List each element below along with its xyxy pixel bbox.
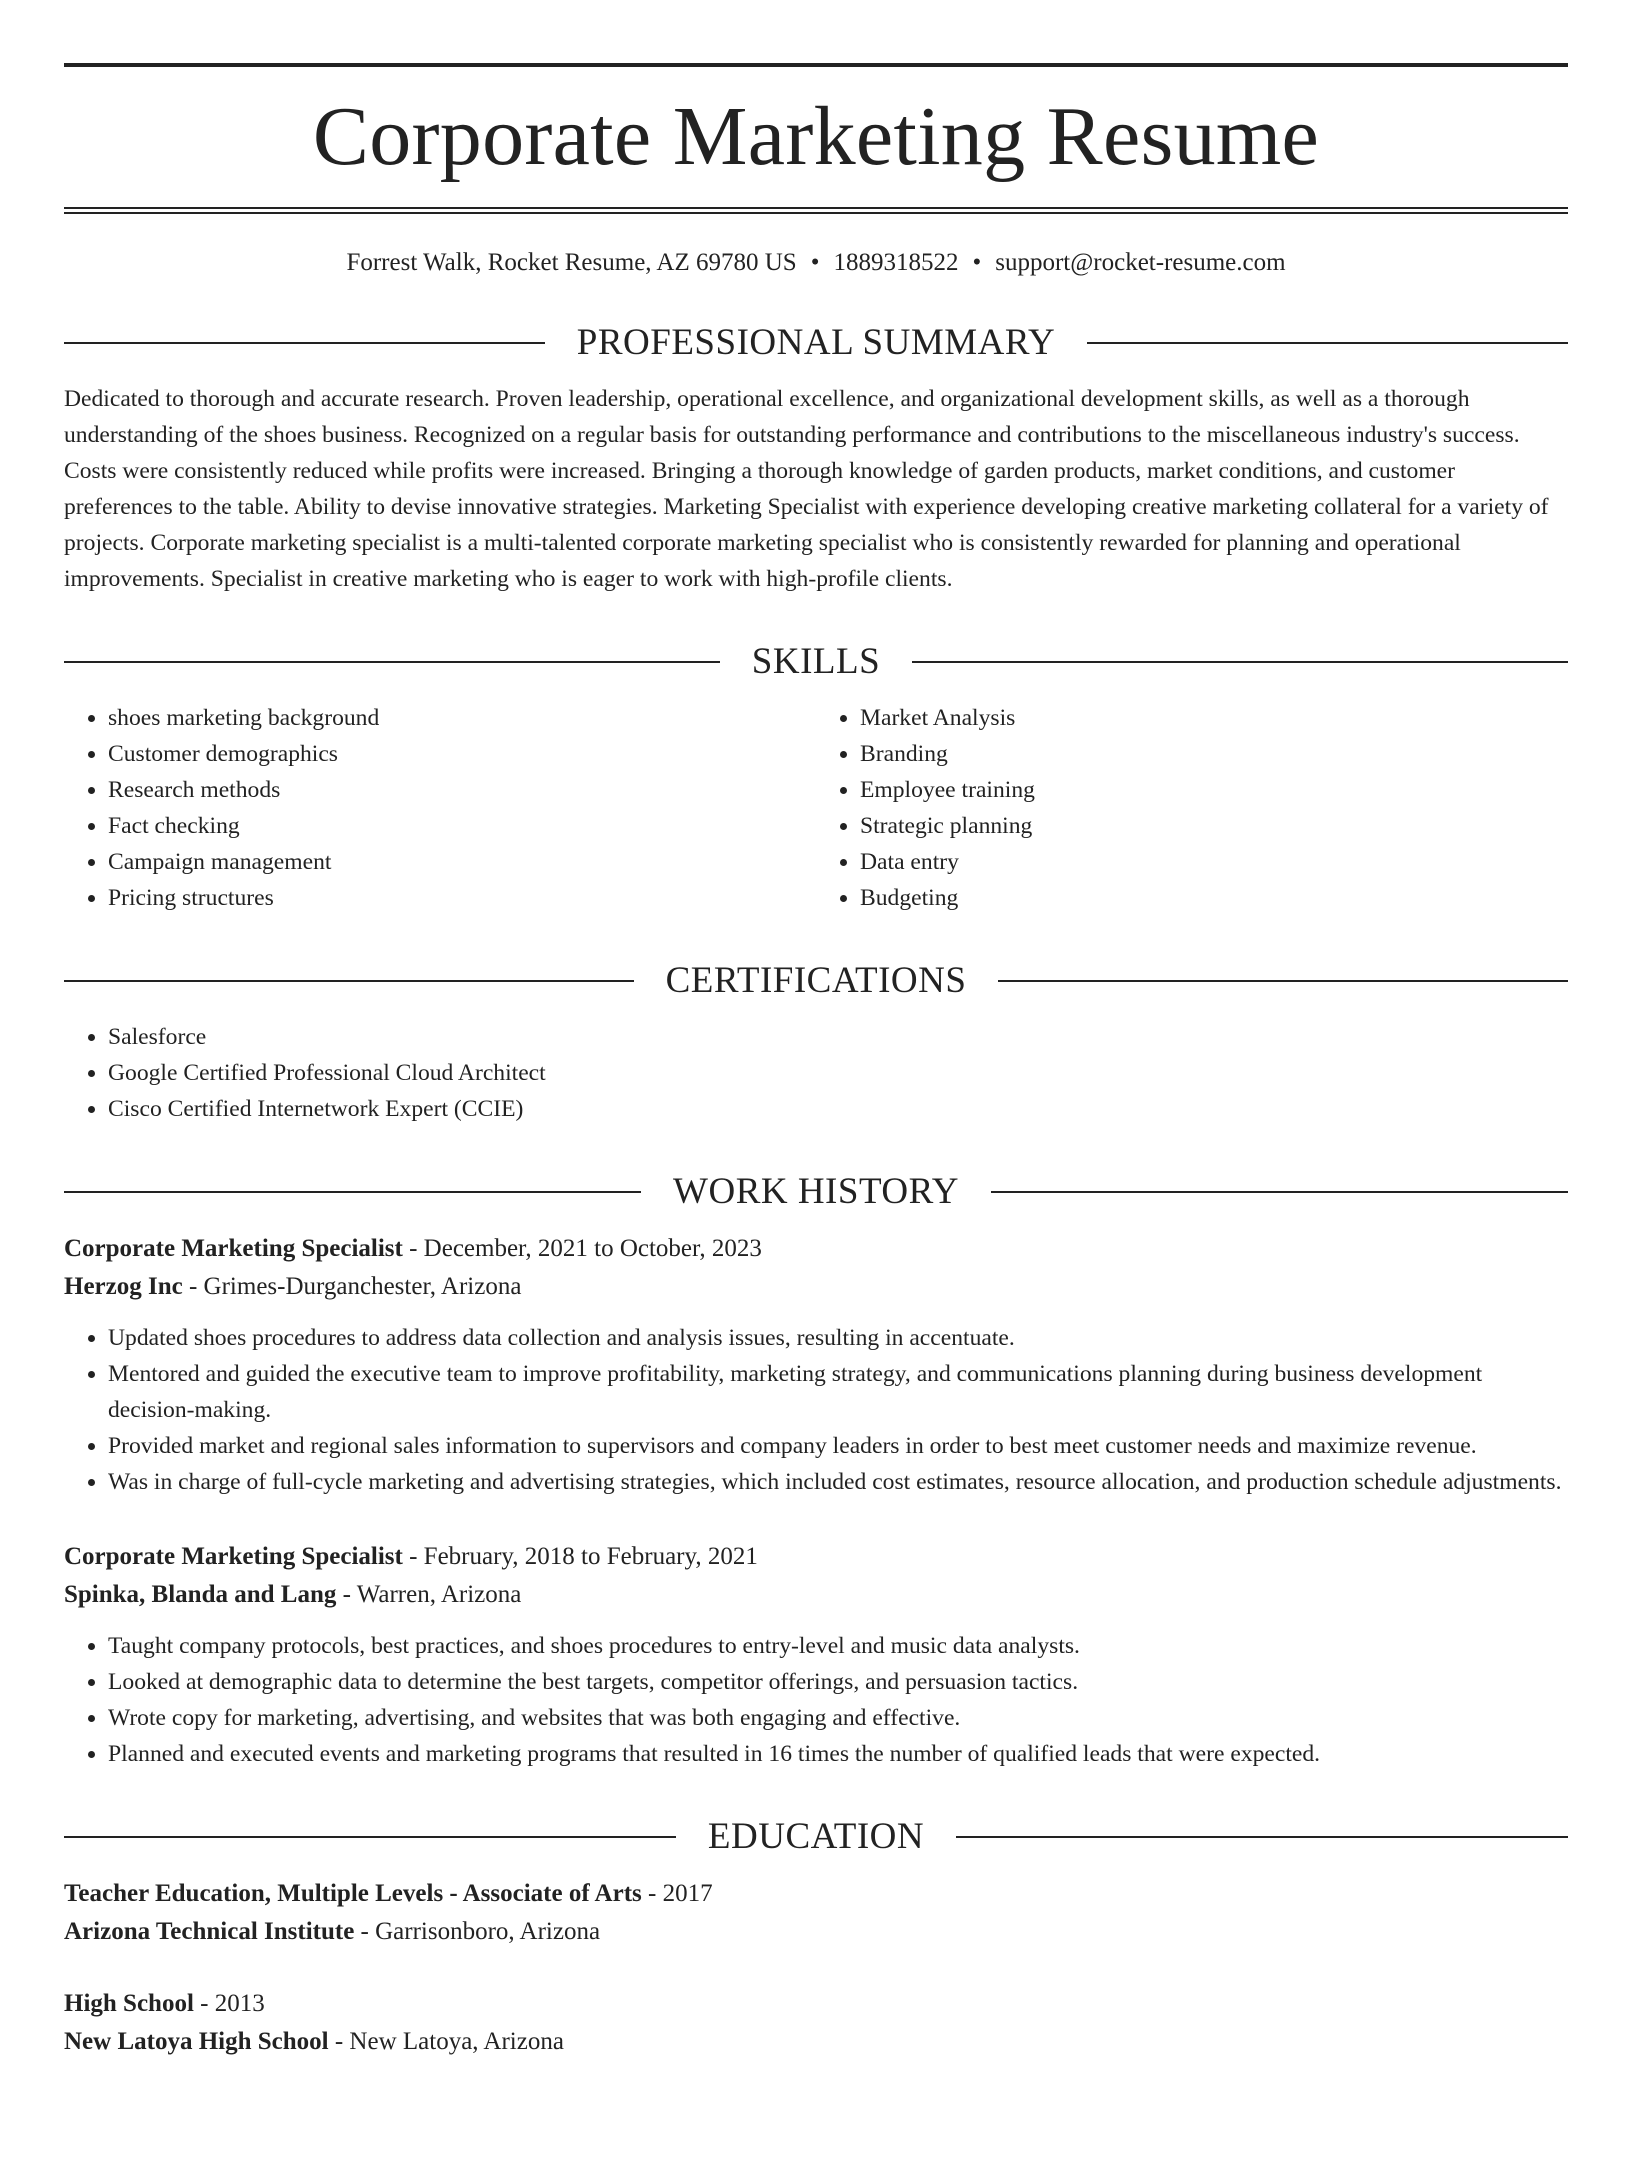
skills-list-right — [816, 700, 1568, 916]
certification-item: • Google Certified Professional Cloud Architect — [108, 1055, 1568, 1091]
education-title: EDUCATION — [707, 1816, 925, 1858]
job-bullets — [64, 1628, 1568, 1772]
job-entry — [64, 1230, 1568, 1500]
job-bullet: • Looked at demographic data to determine the best targets, competitor offerings, and persuasion tactics. — [108, 1664, 1568, 1700]
job-location: - Warren, Arizona — [336, 1581, 522, 1609]
skill-item: • Strategic planning — [860, 808, 1568, 844]
heading-rule-right — [956, 1836, 1568, 1838]
job-bullet: • Updated shoes procedures to address data collection and analysis issues, resulting in accentuate. — [108, 1320, 1568, 1356]
skills-columns — [64, 700, 1568, 916]
heading-rule-right — [998, 980, 1568, 982]
certification-item: • Salesforce — [108, 1019, 1568, 1055]
contact-email: support@rocket-resume.com — [995, 249, 1286, 277]
contact-separator: • — [972, 249, 982, 277]
job-dates: - December, 2021 to October, 2023 — [402, 1235, 762, 1263]
education-entry — [64, 1875, 1568, 1951]
education-school-line — [64, 2023, 1568, 2061]
education-heading — [64, 1816, 1568, 1858]
job-dates: - February, 2018 to February, 2021 — [402, 1543, 758, 1571]
contact-address: Forrest Walk, Rocket Resume, AZ 69780 US — [346, 249, 797, 277]
heading-rule-left — [64, 1836, 676, 1838]
job-role-line — [64, 1538, 1568, 1576]
work-heading — [64, 1171, 1568, 1213]
job-bullet: • Wrote copy for marketing, advertising, and websites that was both engaging and effective. — [108, 1700, 1568, 1736]
certifications-title: CERTIFICATIONS — [665, 960, 967, 1002]
summary-text: Dedicated to thorough and accurate research. Proven leadership, operational excellence, and organizational development skills, as well as a thorough understanding of the shoes business. Recognized on a regular basis for outstanding performance and contributions to the miscellaneous industry's success. Costs were consistently reduced while profits were increased. Bringing a thorough knowledge of garden products, market conditions, and customer preferences to the table. Ability to devise innovative strategies. Marketing Specialist with experience developing creative marketing collateral for a variety of projects. Corporate marketing specialist is a multi-talented corporate marketing specialist who is consistently rewarded for planning and operational improvements. Specialist in creative marketing who is eager to work with high-profile clients. — [64, 386, 1549, 593]
education-location: - Garrisonboro, Arizona — [354, 1918, 601, 1946]
skill-item: • Budgeting — [860, 880, 1568, 916]
job-entry — [64, 1538, 1568, 1772]
skill-item: • Data entry — [860, 844, 1568, 880]
job-bullet: • Provided market and regional sales information to supervisors and company leaders in order to best meet customer needs and maximize revenue. — [108, 1428, 1568, 1464]
job-bullet: • Mentored and guided the executive team to improve profitability, marketing strategy, and communications planning during business development decision-making. — [108, 1356, 1568, 1428]
education-degree-line — [64, 1985, 1568, 2023]
job-role: Corporate Marketing Specialist — [64, 1235, 403, 1263]
job-company-line — [64, 1268, 1568, 1306]
education-school-line — [64, 1913, 1568, 1951]
heading-rule-right — [991, 1191, 1568, 1193]
skill-item: • Customer demographics — [108, 736, 816, 772]
skill-item: • Employee training — [860, 772, 1568, 808]
heading-rule-left — [64, 980, 634, 982]
heading-rule-right — [912, 661, 1568, 663]
skills-title: SKILLS — [751, 641, 881, 683]
resume-title: Corporate Marketing Resume — [312, 90, 1320, 183]
education-year: - 2017 — [641, 1880, 713, 1908]
skill-item: • Research methods — [108, 772, 816, 808]
skill-item: • Pricing structures — [108, 880, 816, 916]
heading-rule-left — [64, 1191, 641, 1193]
education-entry — [64, 1985, 1568, 2061]
skill-item: • Market Analysis — [860, 700, 1568, 736]
job-bullet: • Planned and executed events and marketing programs that resulted in 16 times the number of qualified leads that were expected. — [108, 1736, 1568, 1772]
job-bullet: • Was in charge of full-cycle marketing and advertising strategies, which included cost estimates, resource allocation, and production schedule adjustments. — [108, 1464, 1568, 1500]
education-school: New Latoya High School — [64, 2028, 329, 2056]
job-bullets — [64, 1320, 1568, 1500]
job-role-line — [64, 1230, 1568, 1268]
skill-item: • Branding — [860, 736, 1568, 772]
skills-heading — [64, 641, 1568, 683]
heading-rule-right — [1087, 342, 1568, 344]
skill-item: • Campaign management — [108, 844, 816, 880]
job-role: Corporate Marketing Specialist — [64, 1543, 403, 1571]
contact-separator: • — [810, 249, 820, 277]
education-school: Arizona Technical Institute — [64, 1918, 355, 1946]
job-bullet: • Taught company protocols, best practices, and shoes procedures to entry-level and music data analysts. — [108, 1628, 1568, 1664]
work-title: WORK HISTORY — [673, 1171, 959, 1213]
skill-item: • shoes marketing background — [108, 700, 816, 736]
skills-list-left — [64, 700, 816, 916]
education-location: - New Latoya, Arizona — [328, 2028, 564, 2056]
job-company: Herzog Inc — [64, 1273, 183, 1301]
certifications-list — [64, 1019, 1568, 1127]
education-degree-line — [64, 1875, 1568, 1913]
certification-item: • Cisco Certified Internetwork Expert (CCIE) — [108, 1091, 1568, 1127]
resume-page — [0, 63, 1632, 2175]
title-block — [64, 63, 1568, 214]
education-degree: High School — [64, 1990, 194, 2018]
contact-phone: 1889318522 — [833, 249, 959, 277]
heading-rule-left — [64, 342, 545, 344]
skill-item: • Fact checking — [108, 808, 816, 844]
contact-line — [64, 248, 1568, 278]
heading-rule-left — [64, 661, 720, 663]
certifications-heading — [64, 960, 1568, 1002]
job-location: - Grimes-Durganchester, Arizona — [182, 1273, 522, 1301]
summary-heading — [64, 322, 1568, 364]
summary-title: PROFESSIONAL SUMMARY — [576, 322, 1056, 364]
job-company: Spinka, Blanda and Lang — [64, 1581, 337, 1609]
education-degree: Teacher Education, Multiple Levels - Associate of Arts — [64, 1880, 642, 1908]
education-year: - 2013 — [193, 1990, 265, 2018]
job-company-line — [64, 1576, 1568, 1614]
